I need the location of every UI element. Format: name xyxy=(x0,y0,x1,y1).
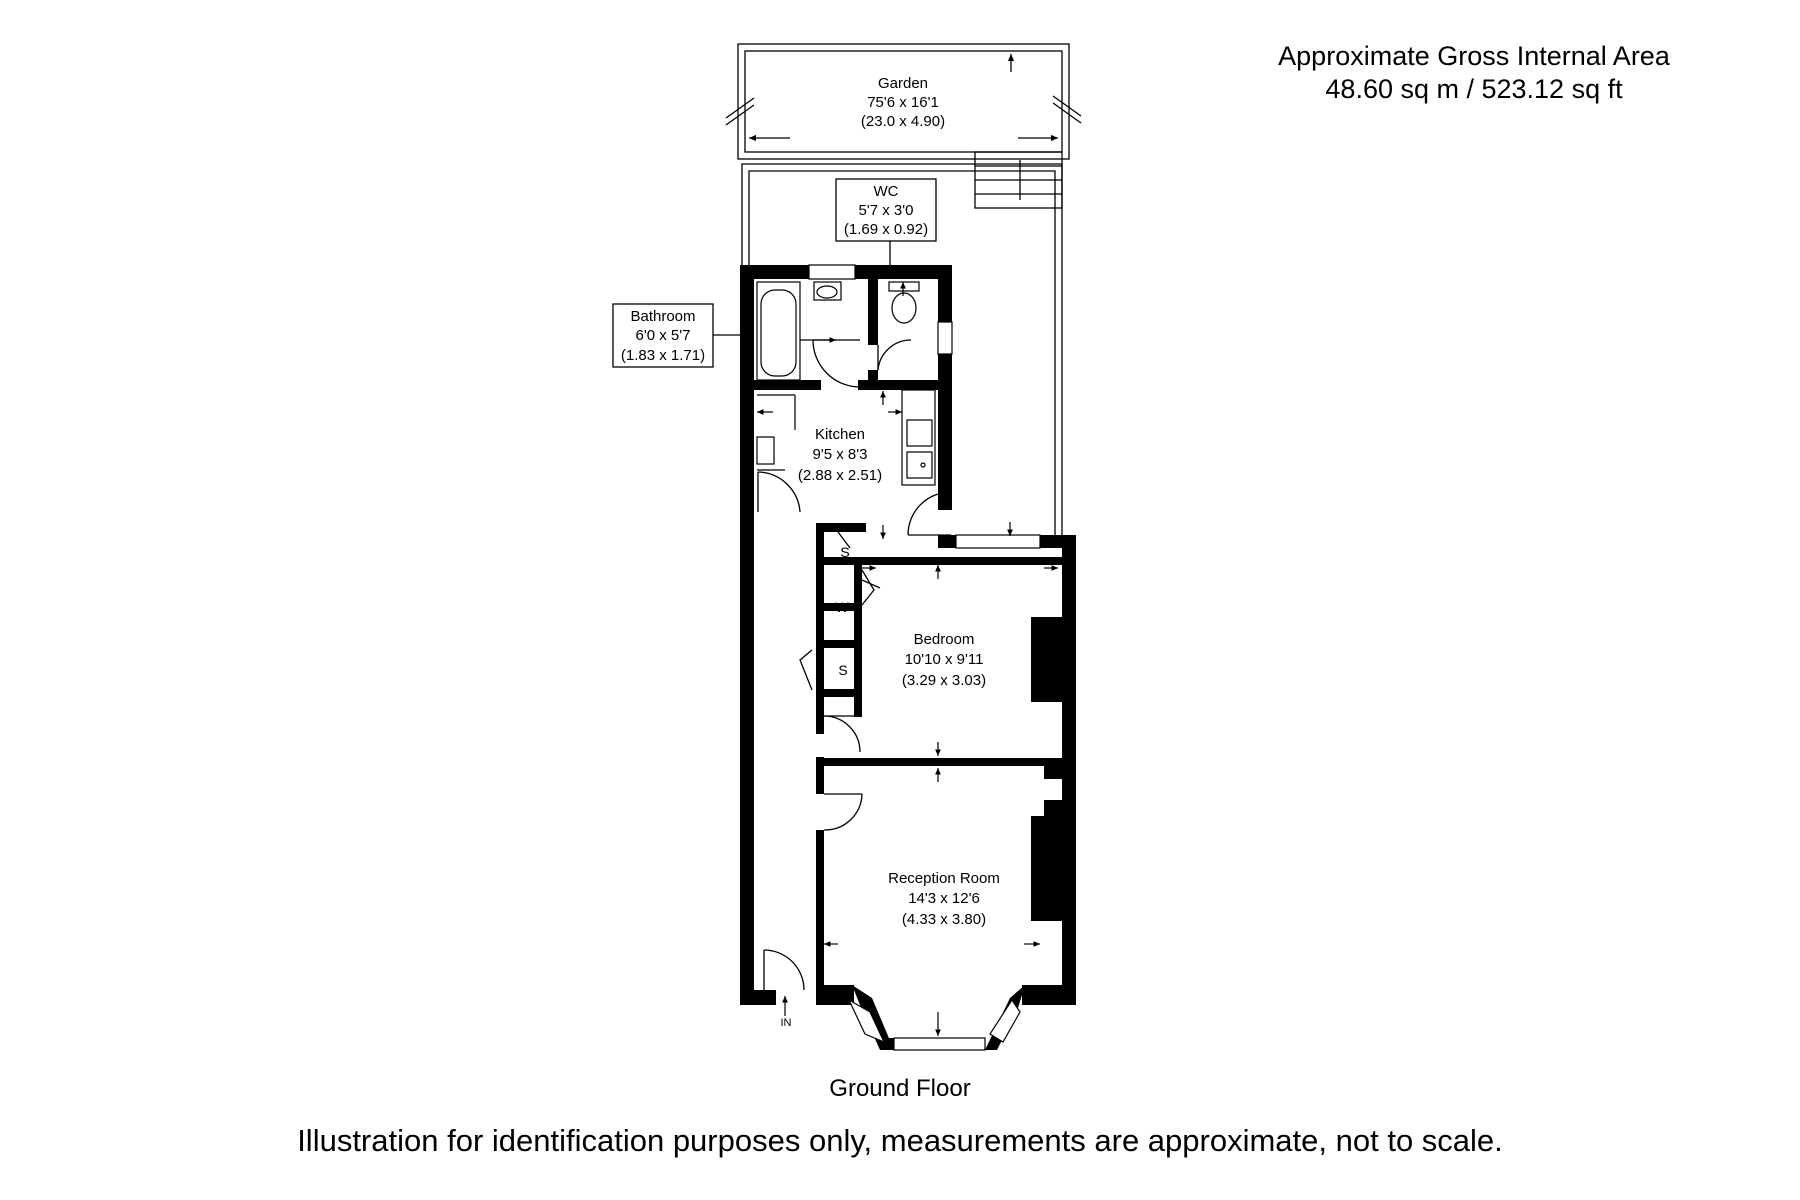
kitchen-name: Kitchen xyxy=(814,426,866,443)
bedroom-metric: (3.29 x 3.03) xyxy=(901,672,987,689)
wc-pan xyxy=(892,293,916,323)
kitchen-imperial: 9'5 x 8'3 xyxy=(812,446,868,463)
sink xyxy=(907,420,932,446)
bathroom-metric: (1.83 x 1.71) xyxy=(620,347,706,364)
bedroom-imperial: 10'10 x 9'11 xyxy=(904,651,984,668)
garden-imperial: 75'6 x 16'1 xyxy=(867,94,939,111)
gross-area-value: 48.60 sq m / 523.12 sq ft xyxy=(1325,74,1623,104)
garden-steps xyxy=(975,152,1062,208)
storage-s1: S xyxy=(840,544,850,560)
floor-label: Ground Floor xyxy=(829,1075,971,1102)
wc-metric: (1.69 x 0.92) xyxy=(843,221,929,238)
bathroom-name: Bathroom xyxy=(630,308,696,325)
wc-name: WC xyxy=(873,183,899,200)
garden-metric: (23.0 x 4.90) xyxy=(860,113,946,130)
bathroom-imperial: 6'0 x 5'7 xyxy=(635,327,691,344)
bathtub xyxy=(761,290,796,376)
bathroom-label-box xyxy=(613,304,742,367)
bedroom-name: Bedroom xyxy=(913,631,975,648)
wardrobe-w: W xyxy=(835,599,849,615)
disclaimer: Illustration for identification purposes only, measurements are approximate, not to scale. xyxy=(297,1123,1503,1158)
entrance-label: IN xyxy=(780,1017,792,1029)
storage-s2: S xyxy=(838,662,848,678)
reception-metric: (4.33 x 3.80) xyxy=(901,911,987,928)
reception-imperial: 14'3 x 12'6 xyxy=(908,890,980,907)
wc-imperial: 5'7 x 3'0 xyxy=(858,202,914,219)
wc-cistern xyxy=(889,282,919,291)
gross-area-title: Approximate Gross Internal Area xyxy=(1278,41,1670,71)
reception-name: Reception Room xyxy=(888,870,1000,887)
garden-name: Garden xyxy=(877,75,929,92)
kitchen-metric: (2.88 x 2.51) xyxy=(797,467,883,484)
wc-label-box xyxy=(836,179,936,267)
